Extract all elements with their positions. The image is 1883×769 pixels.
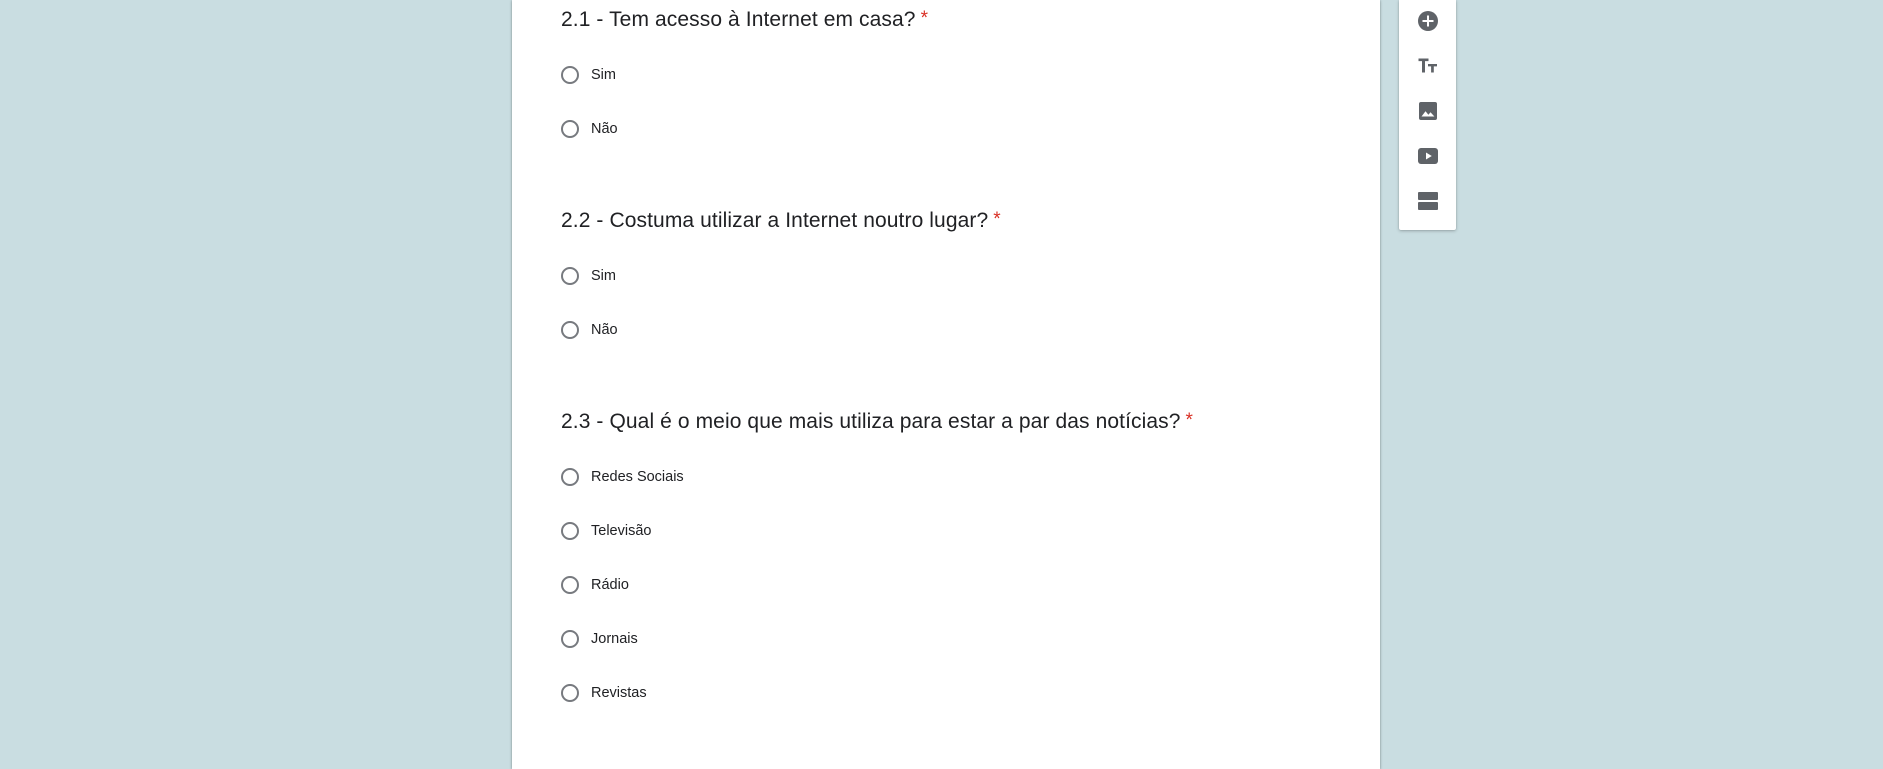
radio-option-nao[interactable] <box>561 117 618 141</box>
radio-option-redes-sociais[interactable] <box>561 465 684 489</box>
image-icon <box>1416 99 1440 123</box>
question-title-text: 2.1 - Tem acesso à Internet em casa? <box>561 8 916 31</box>
question-title <box>561 410 1193 434</box>
option-label: Revistas <box>591 685 647 701</box>
section-icon <box>1416 189 1440 213</box>
option-label: Sim <box>591 67 616 83</box>
option-label: Não <box>591 322 618 338</box>
question-2-3 <box>561 410 1194 701</box>
radio-option-radio[interactable] <box>561 573 629 597</box>
question-2-2 <box>561 209 1001 338</box>
title-text-icon <box>1416 54 1440 78</box>
radio-option-nao[interactable] <box>561 318 618 342</box>
add-question-icon <box>1416 9 1440 33</box>
add-image-button[interactable] <box>1415 98 1441 124</box>
question-title <box>561 8 928 32</box>
radio-option-jornais[interactable] <box>561 627 638 651</box>
option-label: Televisão <box>591 523 652 539</box>
option-label: Jornais <box>591 631 638 647</box>
radio-button[interactable] <box>561 522 579 540</box>
option-label: Redes Sociais <box>591 469 684 485</box>
option-label: Sim <box>591 268 616 284</box>
question-2-1 <box>561 8 929 137</box>
required-asterisk: * <box>920 8 929 29</box>
radio-button[interactable] <box>561 120 579 138</box>
radio-button[interactable] <box>561 576 579 594</box>
question-title-text: 2.3 - Qual é o meio que mais utiliza para estar a par das notícias? <box>561 410 1181 433</box>
radio-button[interactable] <box>561 267 579 285</box>
radio-button[interactable] <box>561 630 579 648</box>
add-section-button[interactable] <box>1415 188 1441 214</box>
radio-button[interactable] <box>561 321 579 339</box>
side-toolbar <box>1399 0 1456 230</box>
radio-option-sim[interactable] <box>561 264 616 288</box>
form-page <box>512 0 1380 769</box>
video-icon <box>1416 144 1440 168</box>
radio-button[interactable] <box>561 684 579 702</box>
option-label: Não <box>591 121 618 137</box>
radio-option-televisao[interactable] <box>561 519 651 543</box>
radio-button[interactable] <box>561 66 579 84</box>
option-label: Rádio <box>591 577 629 593</box>
required-asterisk: * <box>993 209 1001 230</box>
question-title-text: 2.2 - Costuma utilizar a Internet noutro lugar? <box>561 209 989 232</box>
question-title <box>561 209 1001 233</box>
required-asterisk: * <box>1185 410 1194 431</box>
add-title-button[interactable] <box>1415 53 1441 79</box>
add-video-button[interactable] <box>1415 143 1441 169</box>
radio-option-sim[interactable] <box>561 63 616 87</box>
radio-button[interactable] <box>561 468 579 486</box>
radio-option-revistas[interactable] <box>561 681 647 705</box>
add-question-button[interactable] <box>1415 8 1441 34</box>
